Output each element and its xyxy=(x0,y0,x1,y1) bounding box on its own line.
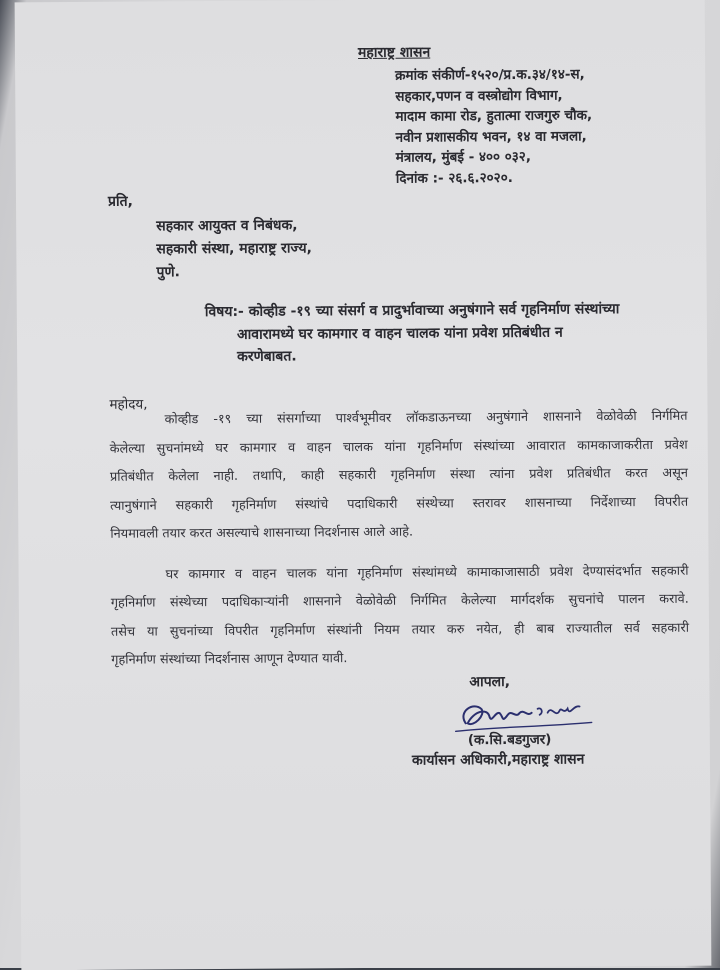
subject-line: विषय:- कोव्हीड -१९ च्या संसर्ग व प्रादुर्भावाच्या अनुषंगाने सर्व गृहनिर्माण संस्थांच्या xyxy=(204,301,620,321)
address-line: मादाम कामा रोड, हुतात्मा राजगुरु चौक, xyxy=(395,107,593,125)
recipient-line: पुणे. xyxy=(156,264,180,281)
subject-block xyxy=(205,298,685,369)
letter-page xyxy=(15,0,712,970)
letter-date: दिनांक :- २६.६.२०२०. xyxy=(395,169,513,187)
body-line: गृहनिर्माण संस्थांच्या निदर्शनास आणून देण्यात यावी. xyxy=(111,651,348,668)
closing: आपला, xyxy=(469,673,511,691)
signer-name: (क.सि.बडगुजर) xyxy=(467,731,552,749)
letterhead-title: महाराष्ट्र शासन xyxy=(357,44,431,62)
body-line: तसेच या सुचनांच्या विपरीत गृहनिर्माण संस्थांनी नियम तयार करु नयेत, ही बाब राज्यातील सर्व सहकारी xyxy=(110,620,690,640)
recipient-label: प्रति, xyxy=(107,193,133,210)
body-line: प्रतिबंधीत केलेला नाही. तथापि, काही सहकारी गृहनिर्माण संस्था त्यांना प्रवेश प्रतिबंधीत करत असून xyxy=(109,465,688,485)
address-line: मंत्रालय, मुंबई - ४०० ०३२, xyxy=(395,148,531,166)
address-line: नवीन प्रशासकीय भवन, १४ वा मजला, xyxy=(395,127,587,146)
body-line: कोव्हीड -१९ च्या संसर्गाच्या पार्श्वभूमीवर लॉकडाऊनच्या अनुषंगाने शासनाने वेळोवेळी निर्गमित xyxy=(164,408,688,428)
body-line: केलेल्या सुचनांमध्ये घर कामगार व वाहन चालक यांना गृहनिर्माण संस्थांच्या आवारात कामकाजाकरीता प्रवेश xyxy=(109,437,688,457)
body-line: घर कामगार व वाहन चालक यांना गृहनिर्माण संस्थांमध्ये कामाकाजासाठी प्रवेश देण्यासंदर्भात सहकारी xyxy=(165,563,689,582)
letterhead xyxy=(350,40,691,189)
subject-line: करणेबाबत. xyxy=(237,348,297,365)
body-line: गृहनिर्माण संस्थेच्या पदाधिकाऱ्यांनी शासनाने वेळोवेळी निर्गमित केलेल्या मार्गदर्शक सुचनांचे पालन करावे. xyxy=(110,591,689,611)
salutation: महोदय, xyxy=(109,396,148,413)
recipient-line: सहकार आयुक्त व निबंधक, xyxy=(156,217,298,235)
body-line: त्यानुषंगाने सहकारी गृहनिर्माण संस्थांचे पदाधिकारी संस्थेच्या स्तरावर शासनाच्या निर्देशाच्या विपरीत xyxy=(110,494,689,514)
subject-line: आवारामध्ये घर कामगार व वाहन चालक यांना प्रवेश प्रतिबंधीत न xyxy=(236,324,563,343)
letter-body xyxy=(109,403,689,676)
recipient-address xyxy=(156,214,312,284)
recipient-line: सहकारी संस्था, महाराष्ट्र राज्य, xyxy=(156,240,312,258)
signer-designation: कार्यासन अधिकारी,महाराष्ट्र शासन xyxy=(411,751,585,769)
department-name: सहकार,पणन व वस्त्रोद्योग विभाग, xyxy=(395,87,563,105)
body-line: नियमावली तयार करत असल्याचे शासनाच्या निदर्शनास आले आहे. xyxy=(110,524,414,542)
reference-number: क्रमांक संकीर्ण-१५२०/प्र.क.३४/१४-स, xyxy=(395,66,585,84)
